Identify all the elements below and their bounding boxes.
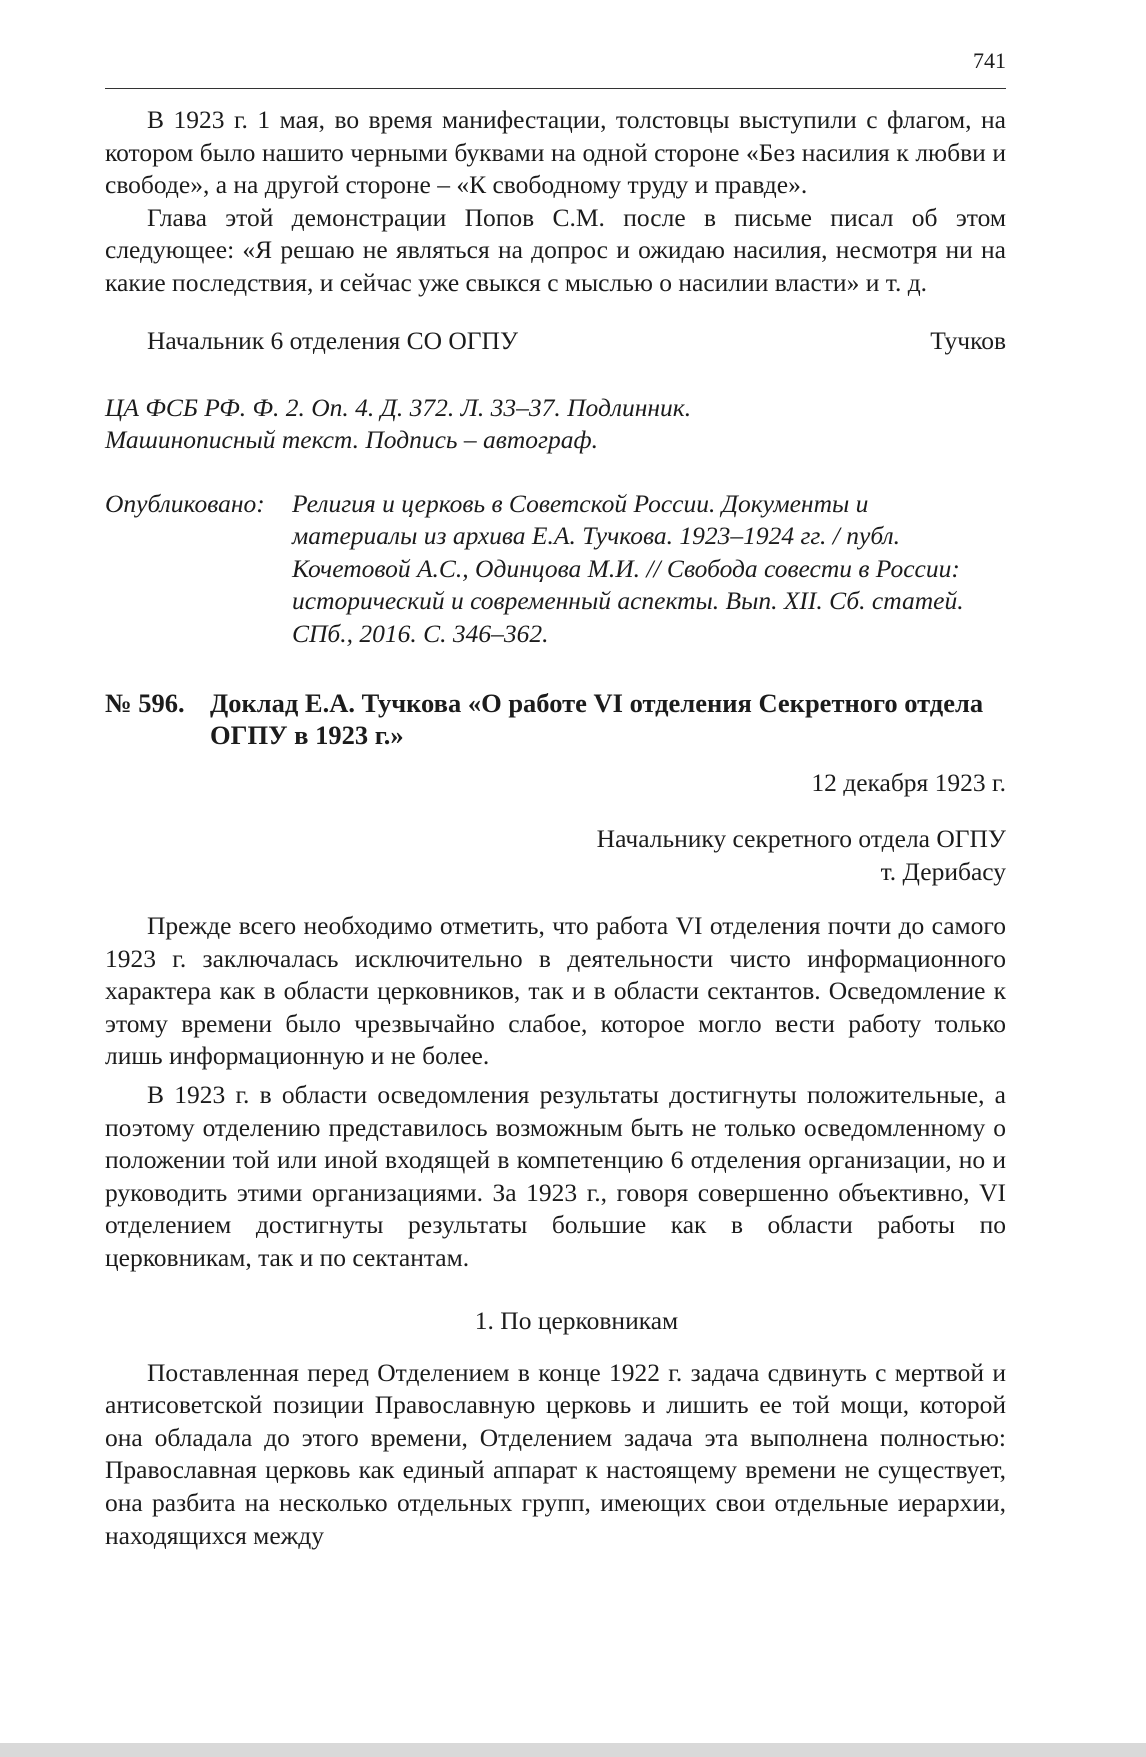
signature-position: Начальник 6 отделения СО ОГПУ (147, 325, 518, 355)
section-paragraph: Поставленная перед Отделением в конце 1922 г. задача сдвинуть с мертвой и антисоветской позиции Православную церковь и лишить ее той мощи, которой она обладала до этого времени, Отделением задача эта выполнена полностью: Православная церковь как единый аппарат к настоящему времени не существует, она разбита на несколько отдельных групп, имеющих свои отдельные иерархии, находящихся между (105, 1357, 1006, 1550)
publication-label: Опубликовано: (105, 488, 265, 518)
page-number: 741 (973, 48, 1006, 73)
document-title: Доклад Е.А. Тучкова «О работе VI отделения Секретного отдела ОГПУ в 1923 г.» (210, 688, 984, 751)
header-rule (105, 88, 1006, 89)
section-heading: 1. По церковникам (474, 1305, 679, 1335)
signature-line (105, 325, 1006, 357)
scan-edge-strip (0, 1743, 1146, 1757)
addressee-line-2: т. Дерибасу (880, 856, 1006, 886)
body-paragraph-1: Прежде всего необходимо отметить, что работа VI отделения почти до самого 1923 г. заключалась исключительно в деятельности чисто информационного характера как в области церковников, так и в области сектантов. Осведомление к этому времени было чрезвычайно слабое, которое могло вести работу только лишь информационную и не более. (105, 911, 1006, 1071)
signature-name: Тучков (930, 325, 1006, 355)
addressee-block (105, 823, 1006, 888)
document-heading (105, 687, 1006, 751)
archive-reference (105, 392, 1006, 456)
publication-text: Религия и церковь в Советской России. Документы и материалы из архива Е.А. Тучкова. 1923–1924 гг. / публ. Кочетовой А.С., Одинцова М.И. // Свобода совести в России: исторический и современный аспекты. Вып. XII. Сб. статей. СПб., 2016. С. 346–362. (292, 488, 964, 648)
intro-paragraph-1: В 1923 г. 1 мая, во время манифестации, толстовцы выступили с флагом, на котором было нашито черными буквами на одной стороне «Без насилия к любви и свободе», а на другой стороне – «К свободному труду и правде». (105, 105, 1006, 200)
intro-paragraph-2: Глава этой демонстрации Попов С.М. после в письме писал об этом следующее: «Я решаю не являться на допрос и ожидаю насилия, несмотря ни на какие последствия, и сейчас уже свыкся с мыслью о насилии власти» и т. д. (105, 202, 1006, 297)
addressee-line-1: Начальнику секретного отдела ОГПУ (596, 824, 1006, 854)
document-date: 12 декабря 1923 г. (811, 768, 1006, 798)
body-paragraph-2: В 1923 г. в области осведомления результаты достигнуты положительные, а поэтому отделению представилось возможным быть не только осведомленному о положении той или иной входящей в компетенцию 6 отделения организации, но и руководить этими организациями. За 1923 г., говоря совершенно объективно, VI отделением достигнуты результаты большие как в области работы по церковникам, так и по сектантам. (105, 1080, 1006, 1272)
document-number: № 596. (105, 688, 185, 719)
archive-line-2: Машинописный текст. Подпись – автограф. (105, 424, 598, 454)
page-content (105, 104, 1006, 1552)
archive-line-1: ЦА ФСБ РФ. Ф. 2. Оп. 4. Д. 372. Л. 33–37. Подлинник. (105, 392, 692, 422)
publication-note (105, 488, 1006, 651)
